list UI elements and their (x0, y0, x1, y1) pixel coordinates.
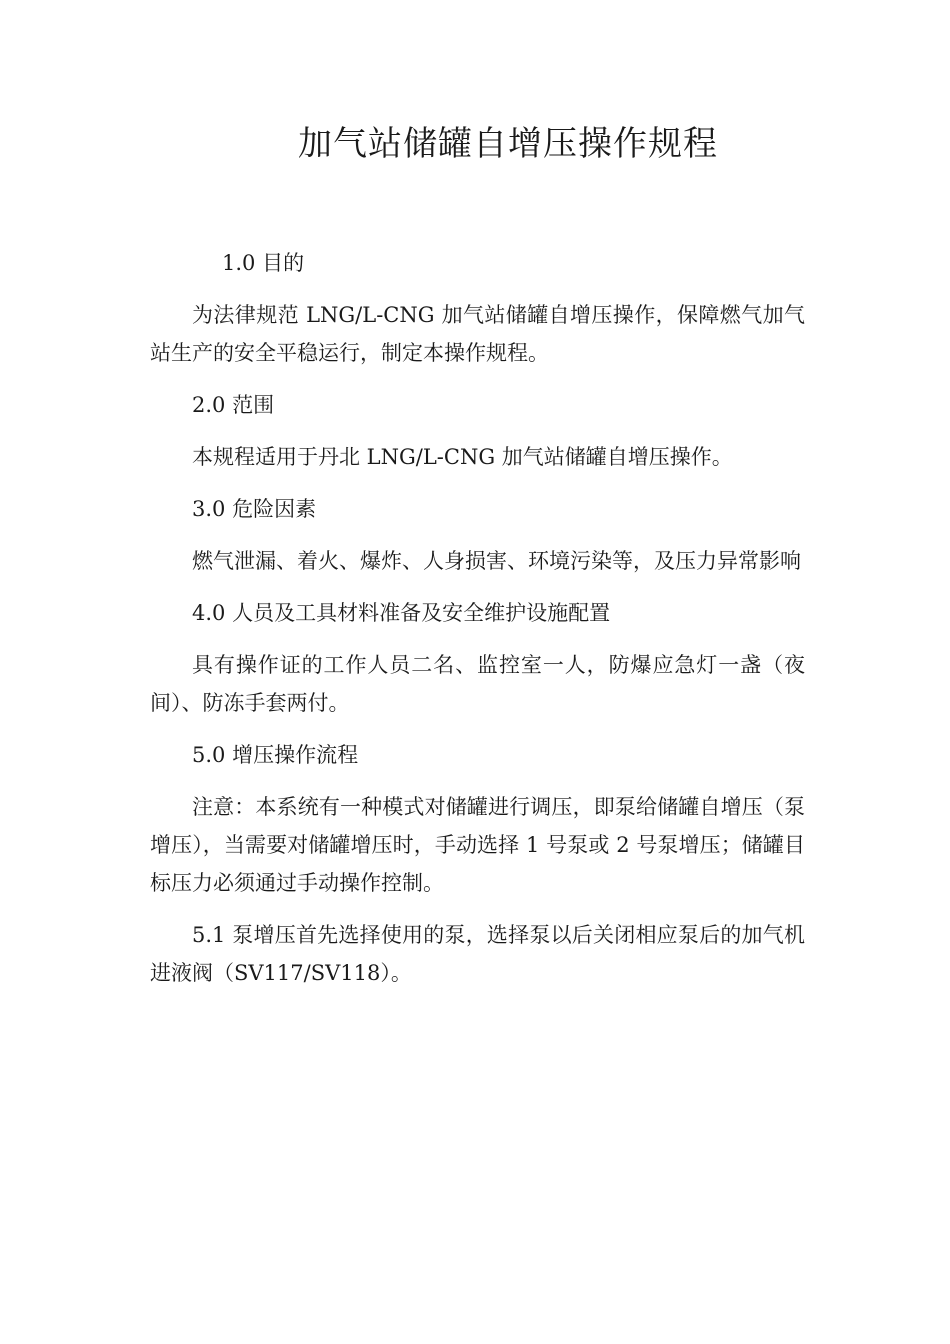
section-heading-hazards: 3.0 危险因素 (192, 497, 317, 521)
paragraph-procedure-step-5-1: 5.1 泵增压首先选择使用的泵，选择泵以后关闭相应泵后的加气机进液阀（SV117/SV118）。 (150, 923, 805, 985)
section-heading-personnel: 4.0 人员及工具材料准备及安全维护设施配置 (192, 601, 611, 625)
paragraph-purpose: 为法律规范 LNG/L-CNG 加气站储罐自增压操作，保障燃气加气站生产的安全平稳运行，制定本操作规程。 (150, 303, 805, 365)
paragraph-procedure-note: 注意：本系统有一种模式对储罐进行调压，即泵给储罐自增压（泵增压），当需要对储罐增压时，手动选择 1 号泵或 2 号泵增压；储罐目标压力必须通过手动操作控制。 (150, 795, 805, 895)
paragraph-scope: 本规程适用于丹北 LNG/L-CNG 加气站储罐自增压操作。 (192, 445, 733, 469)
document-title: 加气站储罐自增压操作规程 (298, 124, 718, 164)
section-heading-purpose: 1.0 目的 (222, 251, 305, 275)
document-body (150, 244, 805, 1006)
section-heading-procedure: 5.0 增压操作流程 (192, 743, 359, 767)
section-heading-scope: 2.0 范围 (192, 393, 275, 417)
paragraph-hazards: 燃气泄漏、着火、爆炸、人身损害、环境污染等，及压力异常影响 (192, 549, 801, 573)
paragraph-personnel: 具有操作证的工作人员二名、监控室一人，防爆应急灯一盏（夜间）、防冻手套两付。 (150, 653, 805, 715)
